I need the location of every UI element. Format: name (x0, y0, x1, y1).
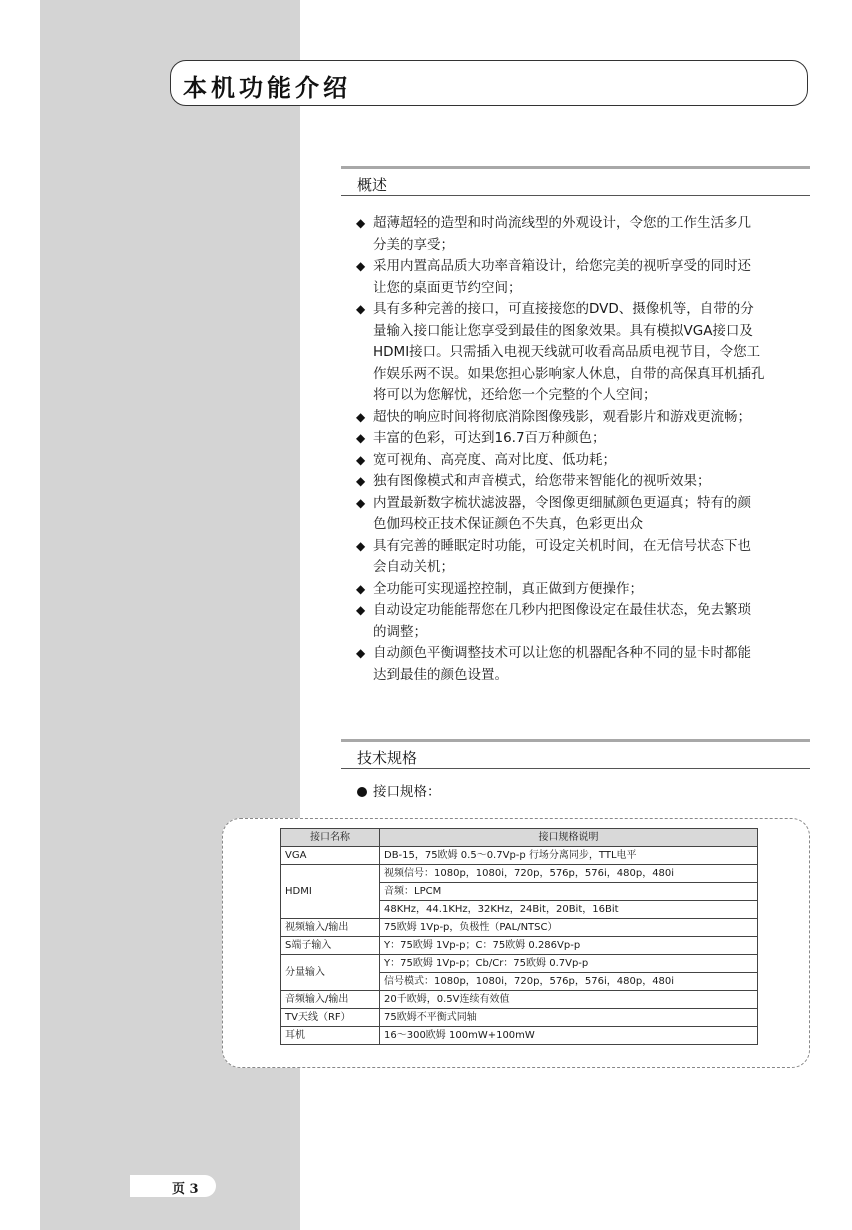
feature-item (356, 407, 826, 429)
table-row (281, 919, 758, 937)
interface-desc-cell: 48KHz，44.1KHz，32KHz，24Bit，20Bit，16Bit (380, 901, 758, 919)
diamond-bullet-icon: ◆ (356, 581, 366, 596)
feature-item (356, 579, 826, 601)
diamond-bullet-icon: ◆ (356, 603, 366, 617)
interface-name-cell: 视频输入/输出 (281, 919, 380, 937)
table-row (281, 937, 758, 955)
interface-name-cell: 音频输入/输出 (281, 991, 380, 1009)
feature-line: 会自动关机； (373, 559, 454, 575)
interface-desc-cell: 75欧姆 1Vp-p，负极性（PAL/NTSC） (380, 919, 758, 937)
interface-desc-cell: 16～300欧姆 100mW+100mW (380, 1027, 758, 1045)
feature-line: 内置最新数字梳状滤波器，令图像更细腻颜色更逼真；特有的颜 (373, 494, 751, 511)
interface-name-cell: S端子输入 (281, 937, 380, 955)
feature-list (356, 213, 826, 686)
feature-line: 具有多种完善的接口，可直接接您的DVD、摄像机等，自带的分 (373, 301, 754, 317)
feature-item (356, 213, 826, 256)
page-number-tab (130, 1175, 216, 1197)
feature-line: 达到最佳的颜色设置。 (373, 666, 508, 683)
table-row (281, 1027, 758, 1045)
table-row (281, 1009, 758, 1027)
diamond-bullet-icon: ◆ (356, 216, 366, 230)
interface-spec-table (280, 828, 758, 1045)
interface-desc-cell: 75欧姆不平衡式同轴 (380, 1009, 758, 1027)
feature-line: 量输入接口能让您享受到最佳的图象效果。具有模拟VGA接口及 (373, 322, 753, 339)
interface-desc-cell: Y：75欧姆 1Vp-p；Cb/Cr：75欧姆 0.7Vp-p (380, 955, 758, 973)
feature-item (356, 428, 826, 450)
feature-item (356, 536, 826, 579)
feature-line: HDMI接口。只需插入电视天线就可收看高品质电视节目，令您工 (373, 344, 761, 360)
specs-heading: 技术规格 (357, 749, 418, 767)
feature-item (356, 256, 826, 299)
feature-item (356, 600, 826, 643)
title-bar (170, 60, 808, 106)
feature-line: 具有完善的睡眠定时功能，可设定关机时间，在无信号状态下也 (373, 537, 751, 554)
feature-line: 让您的桌面更节约空间； (373, 279, 522, 296)
interface-name-cell: VGA (281, 847, 380, 865)
interface-name-cell: HDMI (281, 865, 380, 919)
diamond-bullet-icon: ◆ (356, 302, 366, 316)
page-number: 页 3 (172, 1182, 199, 1197)
diamond-bullet-icon: ◆ (356, 474, 366, 488)
diamond-bullet-icon: ◆ (356, 452, 366, 467)
feature-line: 超快的响应时间将彻底消除图像残影，观看影片和游戏更流畅； (373, 408, 751, 425)
interface-name-cell: TV天线（RF） (281, 1009, 380, 1027)
feature-line: 自动设定功能能帮您在几秒内把图像设定在最佳状态，免去繁琐 (373, 602, 751, 618)
diamond-bullet-icon: ◆ (356, 409, 366, 424)
diamond-bullet-icon: ◆ (356, 495, 366, 510)
specs-heading-bar (341, 739, 810, 769)
page-title: 本机功能介绍 (183, 73, 351, 102)
feature-line: 分美的享受； (373, 236, 454, 253)
interface-desc-cell: 视频信号：1080p，1080i，720p，576p，576i，480p，480i (380, 865, 758, 883)
feature-line: 全功能可实现遥控控制，真正做到方便操作； (373, 580, 643, 597)
interface-desc-cell: 20千欧姆，0.5V连续有效值 (380, 991, 758, 1009)
interface-name-cell: 分量输入 (281, 955, 380, 991)
overview-heading: 概述 (357, 176, 388, 194)
table-row (281, 847, 758, 865)
diamond-bullet-icon: ◆ (356, 538, 366, 553)
feature-line: 自动颜色平衡调整技术可以让您的机器配各种不同的显卡时都能 (373, 645, 751, 661)
interface-desc-cell: 信号模式：1080p，1080i，720p，576p，576i，480p，480i (380, 973, 758, 991)
interface-desc-cell: Y：75欧姆 1Vp-p；C：75欧姆 0.286Vp-p (380, 937, 758, 955)
table-row (281, 991, 758, 1009)
feature-line: 的调整； (373, 623, 427, 640)
table-row (281, 955, 758, 973)
bullet-dot-icon (357, 787, 367, 797)
feature-item (356, 299, 826, 407)
col-header-name: 接口名称 (281, 829, 380, 847)
feature-line: 采用内置高品质大功率音箱设计，给您完美的视听享受的同时还 (373, 258, 751, 274)
interface-subheading: 接口规格： (357, 780, 441, 800)
diamond-bullet-icon: ◆ (356, 259, 366, 273)
table-row (281, 865, 758, 883)
feature-line: 将可以为您解忧，还给您一个完整的个人空间； (373, 387, 657, 403)
feature-line: 作娱乐两不误。如果您担心影响家人休息，自带的高保真耳机插孔 (373, 365, 765, 382)
interface-name-cell: 耳机 (281, 1027, 380, 1045)
feature-item (356, 643, 826, 686)
feature-line: 宽可视角、高亮度、高对比度、低功耗； (373, 451, 616, 468)
diamond-bullet-icon: ◆ (356, 431, 366, 445)
feature-item (356, 471, 826, 493)
feature-line: 丰富的色彩，可达到16.7百万种颜色； (373, 430, 606, 446)
feature-line: 独有图像模式和声音模式，给您带来智能化的视听效果； (373, 473, 711, 489)
interface-desc-cell: 音频：LPCM (380, 883, 758, 901)
overview-heading-bar (341, 166, 810, 196)
diamond-bullet-icon: ◆ (356, 646, 366, 660)
col-header-desc: 接口规格说明 (380, 829, 758, 847)
feature-line: 色伽玛校正技术保证颜色不失真，色彩更出众 (373, 516, 643, 532)
table-header-row (281, 829, 758, 847)
feature-item (356, 450, 826, 472)
feature-item (356, 493, 826, 536)
interface-desc-cell: DB-15，75欧姆 0.5～0.7Vp-p 行场分离同步，TTL电平 (380, 847, 758, 865)
feature-line: 超薄超轻的造型和时尚流线型的外观设计，令您的工作生活多几 (373, 215, 751, 231)
